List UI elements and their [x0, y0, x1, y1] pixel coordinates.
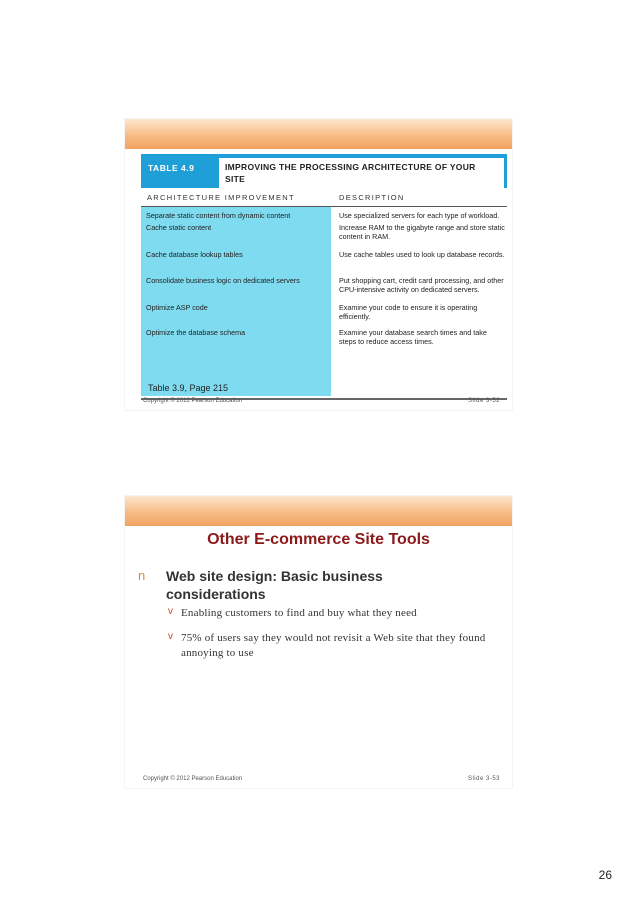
table-body: [141, 207, 507, 396]
table-cell-description: Increase RAM to the gigabyte range and store static content in RAM.: [339, 223, 505, 241]
highlight-column: [141, 207, 331, 396]
table-cell-improvement: Consolidate business logic on dedicated servers: [146, 276, 300, 285]
table-cell-description: Examine your database search times and take steps to reduce access times.: [339, 328, 487, 346]
table-cell-description: Put shopping cart, credit card processing, and other CPU-intensive activity on dedicated servers.: [339, 276, 504, 294]
table-cell-improvement: Cache static content: [146, 223, 212, 232]
sub-bullet-text: Enabling customers to find and buy what they need: [181, 607, 417, 619]
slide-3-53: [125, 496, 512, 788]
sub-bullet-text: 75% of users say they would not revisit a Web site that they found annoying to use: [181, 632, 486, 659]
bullet-text: Web site design: Basic business considerations: [166, 568, 383, 602]
slide-header-bar: [125, 496, 512, 526]
table-cell-improvement: Optimize the database schema: [146, 328, 246, 337]
table-cell-description: Examine your code to ensure it is operating efficiently.: [339, 303, 478, 321]
table-cell-improvement: Cache database lookup tables: [146, 250, 243, 259]
table-4-9: [141, 154, 507, 400]
column-header-improvement: ARCHITECTURE IMPROVEMENT: [147, 193, 295, 202]
table-number: TABLE 4.9: [148, 163, 195, 173]
copyright-text: Copyright © 2012 Pearson Education: [143, 776, 243, 782]
sub-bullet-marker: v: [168, 606, 173, 617]
slide-number: Slide 3-52: [467, 398, 500, 404]
slide-3-52: [125, 119, 512, 410]
table-cell-description: Use specialized servers for each type of workload.: [339, 211, 500, 220]
slide-header-bar: [125, 119, 512, 149]
copyright-text: Copyright © 2012 Pearson Education: [143, 398, 243, 404]
slide-number: Slide 3-53: [467, 776, 500, 782]
table-header: [141, 154, 507, 188]
table-cell-improvement: Optimize ASP code: [146, 303, 208, 312]
sub-bullet-marker: v: [168, 631, 173, 642]
table-cell-description: Use cache tables used to look up database records.: [339, 250, 505, 259]
page-number: 26: [598, 868, 612, 882]
slide-title: Other E-commerce Site Tools: [207, 531, 430, 548]
bullet-marker: n: [138, 568, 146, 583]
table-title: IMPROVING THE PROCESSING ARCHITECTURE OF YOUR SITE: [219, 158, 504, 188]
column-header-description: DESCRIPTION: [339, 193, 405, 202]
table-column-headers: [141, 188, 507, 207]
table-cell-improvement: Separate static content from dynamic content: [146, 211, 291, 220]
table-caption: Table 3.9, Page 215: [148, 383, 229, 393]
